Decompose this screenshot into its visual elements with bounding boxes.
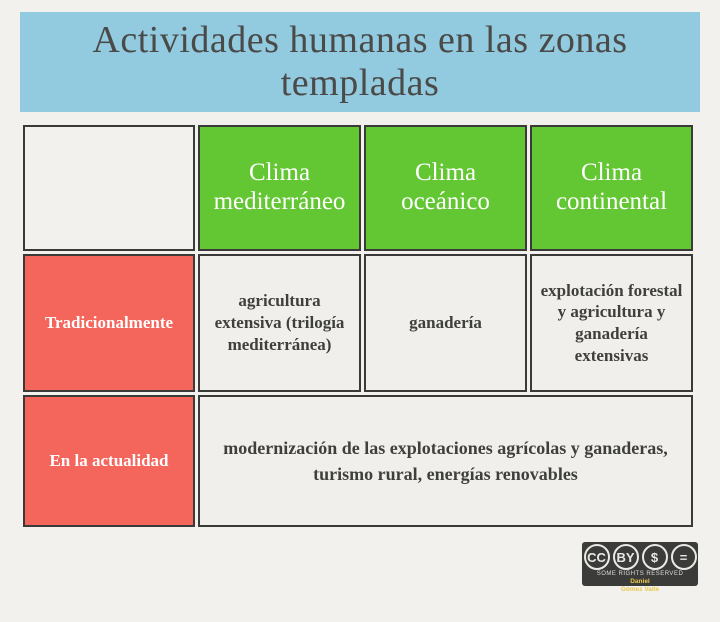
title-line-1: Actividades humanas en las zonas	[92, 19, 628, 62]
column-header-oceanico-line2: oceánico	[401, 188, 490, 215]
cell-tradicional-continental: explotación forestal y agricultura y ganadería extensivas	[530, 254, 693, 392]
column-header-oceanico-line1: Clima	[414, 159, 477, 187]
badge-author	[621, 578, 659, 594]
column-header-mediterraneo-line2: mediterráneo	[213, 188, 346, 215]
column-header-mediterraneo	[198, 125, 361, 251]
creative-commons-badge	[582, 542, 698, 594]
column-header-oceanico	[364, 125, 527, 251]
matrix-table	[20, 122, 696, 530]
column-header-continental	[530, 125, 693, 251]
title-banner	[20, 12, 700, 112]
row-header-actualidad: En la actualidad	[23, 395, 195, 527]
comparison-table	[20, 122, 696, 530]
badge-author-line2: Gómez Valle	[620, 586, 660, 594]
page-title	[92, 19, 627, 104]
cc-icon: CC	[584, 544, 610, 570]
column-header-continental-line2: continental	[555, 188, 668, 215]
badge-author-line1: Daniel	[630, 578, 650, 585]
column-header-mediterraneo-line1: Clima	[248, 159, 311, 187]
cc-sa-icon: =	[671, 544, 697, 570]
cell-tradicional-mediterraneo: agricultura extensiva (trilogía mediterránea)	[198, 254, 361, 392]
table-header-row	[23, 125, 693, 251]
table-row	[23, 395, 693, 527]
badge-rights-text: SOME RIGHTS RESERVED	[596, 571, 684, 577]
corner-blank-cell	[23, 125, 195, 251]
cc-by-icon: BY	[613, 544, 639, 570]
table-row	[23, 254, 693, 392]
row-header-tradicionalmente: Tradicionalmente	[23, 254, 195, 392]
column-header-continental-line1: Clima	[580, 159, 643, 187]
cc-nc-icon: $	[642, 544, 668, 570]
title-line-2: templadas	[280, 62, 440, 104]
cell-tradicional-oceanico: ganadería	[364, 254, 527, 392]
cell-actualidad-merged: modernización de las explotaciones agrícolas y ganaderas, turismo rural, energías renovables	[198, 395, 693, 527]
badge-icon-row	[584, 544, 697, 570]
